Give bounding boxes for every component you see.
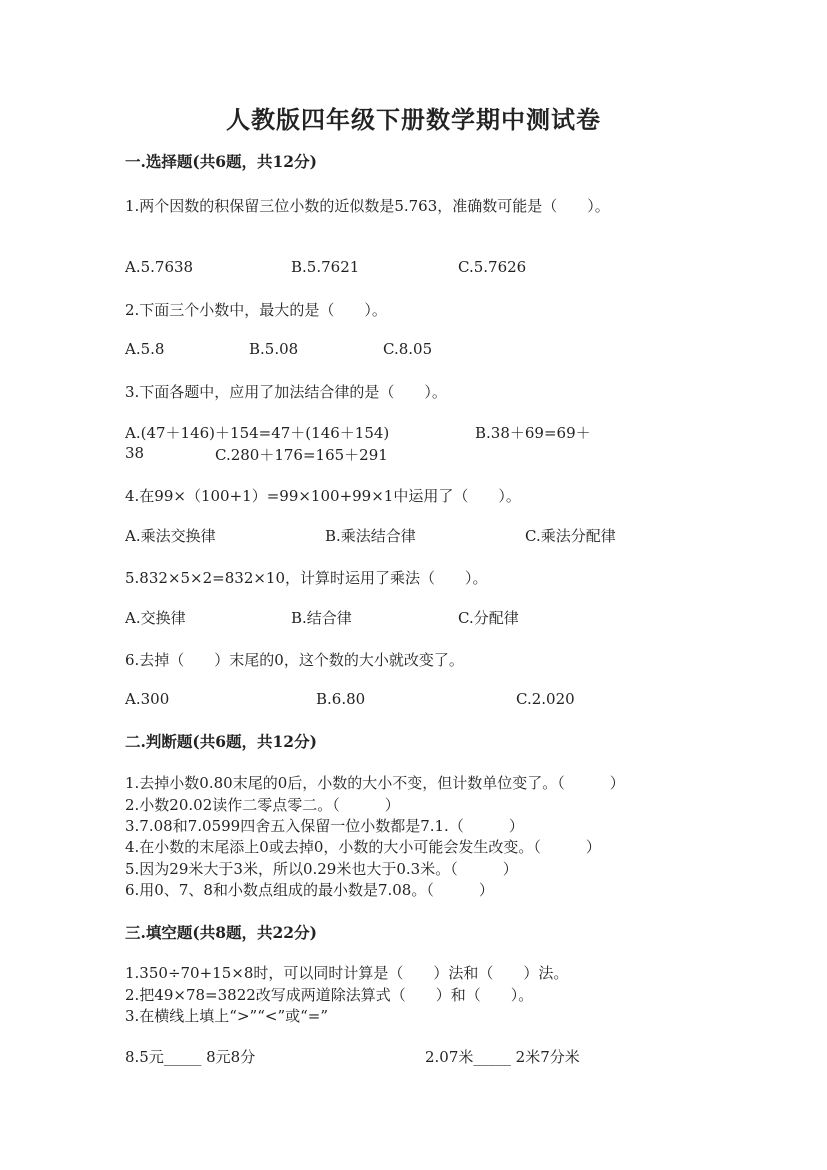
option-a: A.(47＋146)＋154=47＋(146＋154) <box>125 424 390 442</box>
question-text: 4.在99×（100+1）=99×100+99×1中运用了（ ）。 <box>125 487 521 505</box>
option-c: C.5.7626 <box>458 258 527 276</box>
option-a: A.交换律 <box>125 609 186 627</box>
option-b: B.6.80 <box>316 690 366 708</box>
question-text: 1.两个因数的积保留三位小数的近似数是5.763，准确数可能是（ ）。 <box>125 197 610 215</box>
question-text: 6.去掉（ ）末尾的0，这个数的大小就改变了。 <box>125 651 464 669</box>
option-c: C.分配律 <box>458 609 519 627</box>
question-text: 2.下面三个小数中，最大的是（ ）。 <box>125 301 387 319</box>
question-text: 5.832×5×2=832×10，计算时运用了乘法（ ）。 <box>125 569 488 587</box>
section-heading-fill-in: 三.填空题(共8题，共22分) <box>125 923 317 942</box>
judgement-item: 5.因为29米大于3米，所以0.29米也大于0.3米。（ ） <box>125 860 518 878</box>
question-text: 3.下面各题中，应用了加法结合律的是（ ）。 <box>125 383 447 401</box>
judgement-item: 4.在小数的末尾添上0或去掉0，小数的大小可能会发生改变。（ ） <box>125 838 601 856</box>
fill-in-item: 3.在横线上填上“>”“<”或“=” <box>125 1007 329 1025</box>
section-heading-judgement: 二.判断题(共6题，共12分) <box>125 732 317 751</box>
compare-item: 2.07米_____ 2米7分米 <box>425 1048 580 1066</box>
option-c: C.乘法分配律 <box>525 527 616 545</box>
page-title: 人教版四年级下册数学期中测试卷 <box>226 105 601 134</box>
judgement-item: 3.7.08和7.0599四舍五入保留一位小数都是7.1.（ ） <box>125 817 524 835</box>
option-c: C.8.05 <box>383 340 433 358</box>
judgement-item: 2.小数20.02读作二零点零二。（ ） <box>125 796 400 814</box>
option-a: A.5.7638 <box>125 258 194 276</box>
option-c: C.2.020 <box>516 690 575 708</box>
section-heading-choice: 一.选择题(共6题，共12分) <box>125 152 317 171</box>
option-c: C.280＋176=165＋291 <box>215 446 388 464</box>
option-b: B.乘法结合律 <box>325 527 416 545</box>
option-a: A.乘法交换律 <box>125 527 216 545</box>
option-b-continued: 38 <box>125 444 145 462</box>
fill-in-item: 2.把49×78=3822改写成两道除法算式（ ）和（ ）。 <box>125 986 534 1004</box>
judgement-item: 6.用0、7、8和小数点组成的最小数是7.08。（ ） <box>125 881 494 899</box>
judgement-item: 1.去掉小数0.80末尾的0后，小数的大小不变，但计数单位变了。（ ） <box>125 774 625 792</box>
fill-in-item: 1.350÷70+15×8时，可以同时计算是（ ）法和（ ）法。 <box>125 964 569 982</box>
option-b: B.5.7621 <box>291 258 360 276</box>
option-b: B.5.08 <box>249 340 299 358</box>
option-a: A.300 <box>125 690 170 708</box>
compare-item: 8.5元_____ 8元8分 <box>125 1048 256 1066</box>
option-a: A.5.8 <box>125 340 165 358</box>
option-b: B.结合律 <box>291 609 352 627</box>
option-b: B.38＋69=69＋ <box>475 424 591 442</box>
